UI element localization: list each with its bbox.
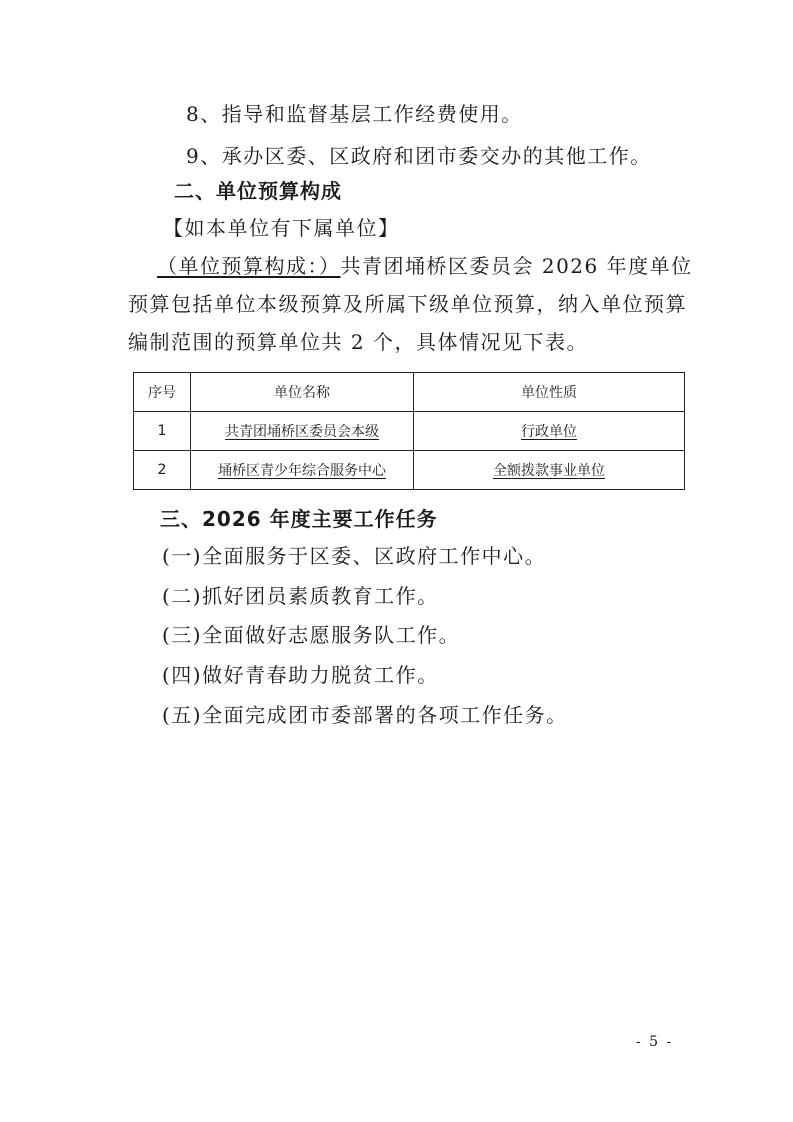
duty-item-9: 9、承办区委、区政府和团市委交办的其他工作。 <box>186 144 652 168</box>
header-unit-type: 单位性质 <box>414 373 685 412</box>
task-item-5: (五)全面完成团市委部署的各项工作任务。 <box>162 703 568 727</box>
budget-intro-line-1 <box>157 256 693 276</box>
table-row <box>134 412 685 451</box>
duty-item-8: 8、指导和监督基层工作经费使用。 <box>186 102 523 126</box>
section-heading-budget-composition: 二、单位预算构成 <box>174 179 342 203</box>
table-row <box>134 451 685 490</box>
unit-name-text: 共青团埇桥区委员会本级 <box>225 424 379 440</box>
unit-name-text: 埇桥区青少年综合服务中心 <box>218 463 386 479</box>
header-unit-name: 单位名称 <box>191 373 414 412</box>
row-index: 2 <box>134 451 191 490</box>
row-index: 1 <box>134 412 191 451</box>
budget-units-table <box>133 372 685 490</box>
row-unit-type <box>414 412 685 451</box>
budget-intro-line-3: 编制范围的预算单位共 2 个，具体情况见下表。 <box>128 330 588 354</box>
page-number: - 5 - <box>636 1034 674 1050</box>
task-item-2: (二)抓好团员素质教育工作。 <box>162 584 439 608</box>
budget-intro-prefix: （单位预算构成：） <box>157 254 341 278</box>
row-unit-name <box>191 412 414 451</box>
table-header-row <box>134 373 685 412</box>
unit-type-text: 全额拨款事业单位 <box>493 463 605 479</box>
header-index: 序号 <box>134 373 191 412</box>
task-item-1: (一)全面服务于区委、区政府工作中心。 <box>162 544 547 568</box>
section-heading-main-tasks: 三、2026 年度主要工作任务 <box>160 507 438 531</box>
subordinate-unit-note: 【如本单位有下属单位】 <box>163 216 400 240</box>
row-unit-type <box>414 451 685 490</box>
row-unit-name <box>191 451 414 490</box>
task-item-4: (四)做好青春助力脱贫工作。 <box>162 663 439 687</box>
task-item-3: (三)全面做好志愿服务队工作。 <box>162 623 461 647</box>
unit-type-text: 行政单位 <box>521 424 577 440</box>
budget-intro-line-2: 预算包括单位本级预算及所属下级单位预算，纳入单位预算 <box>128 292 687 316</box>
budget-intro-line-1-text: 共青团埇桥区委员会 2026 年度单位 <box>340 254 693 278</box>
